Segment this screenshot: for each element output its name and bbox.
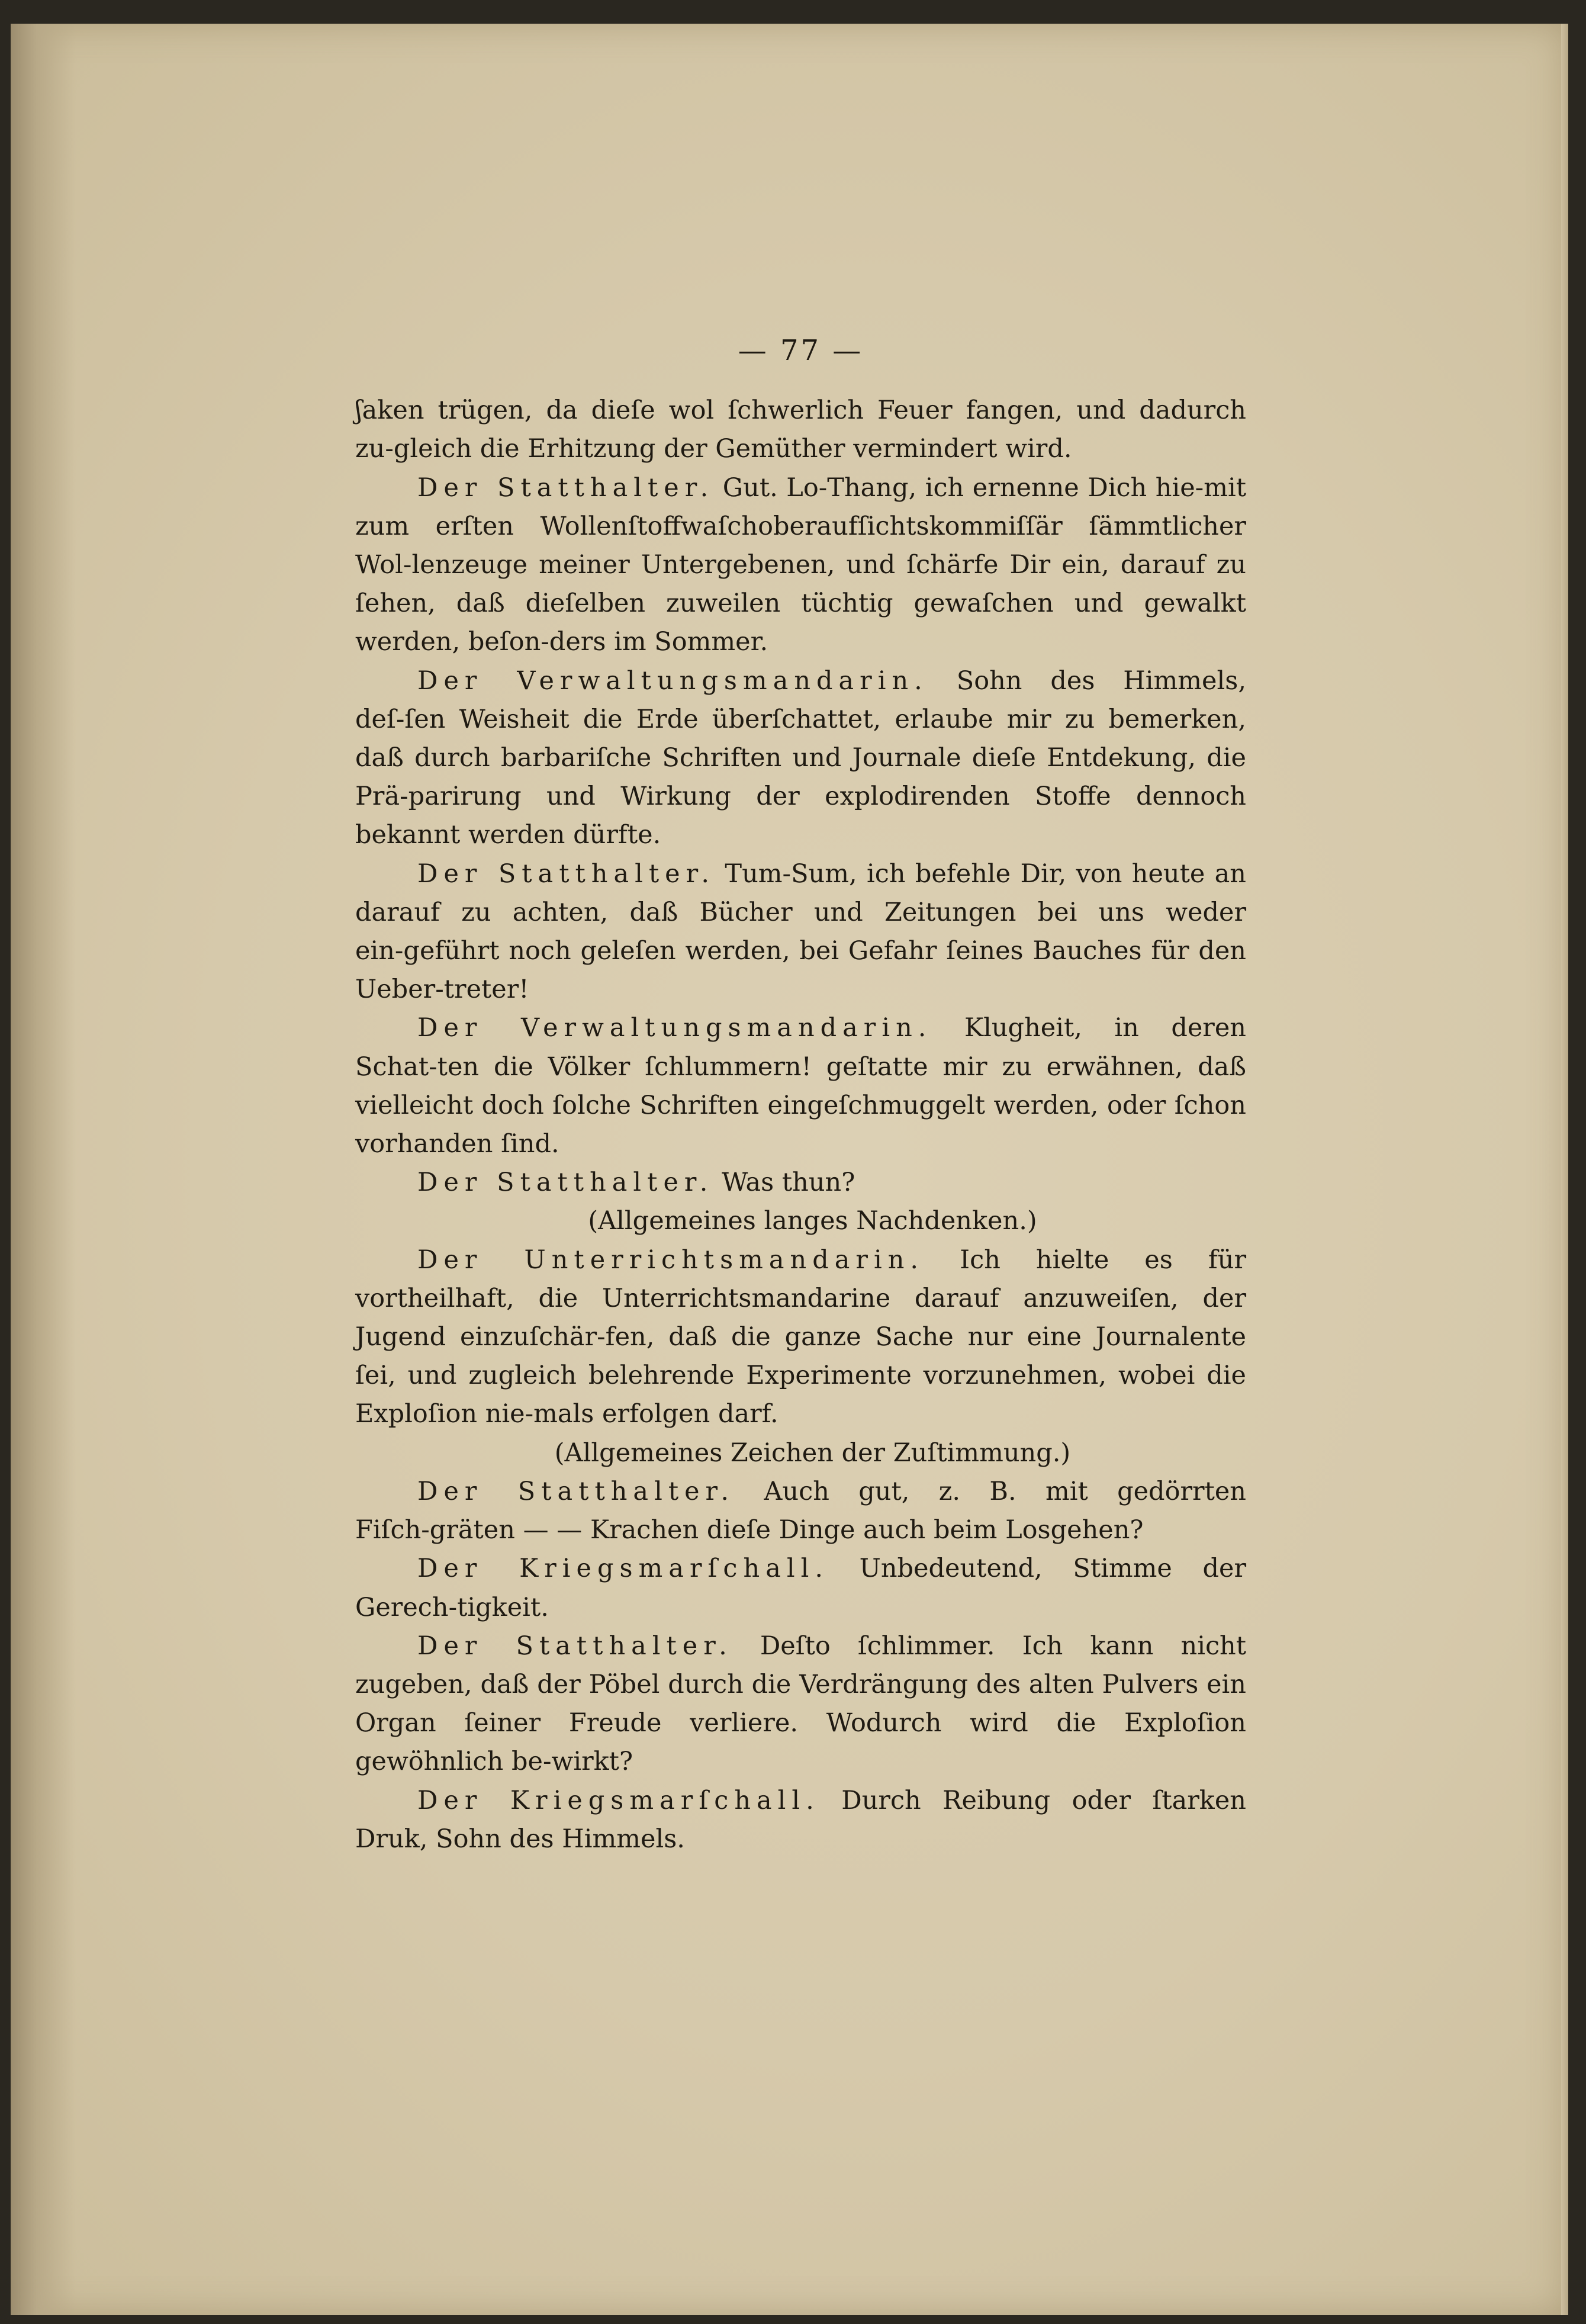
stage-direction: (Allgemeines Zeichen der Zuſtimmung.): [554, 1438, 1071, 1468]
speaker-name: Der Statthalter.: [417, 859, 716, 889]
paragraph: [355, 1163, 1246, 1202]
speaker-name: Der Verwaltungsmandarin.: [417, 1013, 932, 1043]
paragraph: [355, 1782, 1246, 1859]
paragraph-text: Ich hielte es für vortheilhaft, die Unterrichtsmandarine darauf anzuweiſen, der Jugend einzuſchär‑fen, daß die ganze Sache nur eine Journalente ſei, und zugleich belehrende Experimente vorzunehmen, wobei die Exploſion nie‑mals erfolgen darf.: [355, 1245, 1247, 1429]
page-number: — 77 —: [738, 334, 864, 367]
paragraph-text: Gut. Lo‑Thang, ich ernenne Dich hie‑mit zum erſten Wollenſtoffwaſchoberaufſichtskommiſſär ſämmtlicher Wol‑lenzeuge meiner Untergebenen, und ſchärfe Dir ein, darauf zu ſehen, daß dieſelben zuweilen tüchtig gewaſchen und gewalkt werden, beſon‑ders im Sommer.: [355, 472, 1247, 657]
text-block: [355, 332, 1246, 1859]
paragraph-text: Tum‑Sum, ich befehle Dir, von heute an darauf zu achten, daß Bücher und Zeitungen bei uns weder ein‑geführt noch geleſen werden, bei Gefahr ſeines Bauches für den Ueber‑treter!: [355, 859, 1246, 1005]
speaker-name: Der Statthalter.: [417, 1168, 714, 1198]
paragraph: [355, 1550, 1246, 1627]
paragraph: [355, 855, 1246, 1010]
speaker-name: Der Kriegsmarſchall.: [417, 1785, 820, 1815]
paragraph: [355, 1473, 1246, 1550]
paragraph: [355, 391, 1246, 468]
paragraph: [355, 1241, 1246, 1434]
paragraph-text: Auch gut, z. B. mit gedörrten Fiſch‑gräten — — Krachen dieſe Dinge auch beim Losgehen?: [355, 1476, 1246, 1545]
page-gutter: [11, 24, 76, 2315]
paragraph: [355, 662, 1246, 855]
page-edge: [1561, 24, 1568, 2315]
speaker-name: Der Unterrichtsmandarin.: [417, 1245, 925, 1275]
paragraph-text: Was thun?: [722, 1168, 855, 1198]
speaker-name: Der Statthalter.: [417, 1631, 733, 1661]
paragraph-text: Durch Reibung oder ſtarken Druk, Sohn des Himmels.: [355, 1785, 1246, 1854]
speaker-name: Der Verwaltungsmandarin.: [417, 666, 928, 696]
paragraph: [355, 1009, 1246, 1163]
paragraph-text: Deſto ſchlimmer. Ich kann nicht zugeben, daß der Pöbel durch die Verdrängung des alten Pulvers ein Organ ſeiner Freude verliere. Wodurch wird die Exploſion gewöhnlich be‑wirkt?: [355, 1631, 1247, 1777]
paragraph: [355, 1627, 1246, 1782]
paragraph: [355, 469, 1246, 662]
speaker-name: Der Statthalter.: [417, 472, 715, 503]
paragraph-text: Klugheit, in deren Schat‑ten die Völker ſchlummern! geſtatte mir zu erwähnen, daß vielleicht doch ſolche Schriften eingeſchmuggelt werden, oder ſchon vorhanden ſind.: [355, 1013, 1246, 1159]
speaker-name: Der Statthalter.: [417, 1476, 735, 1506]
paragraph-text: ʃaken trügen, da dieſe wol ſchwerlich Feuer fangen, und dadurch zu‑gleich die Erhitzung der Gemüther vermindert wird.: [355, 396, 1246, 464]
speaker-name: Der Kriegsmarſchall.: [417, 1554, 829, 1584]
paragraph-text: Unbedeutend, Stimme der Gerech‑tigkeit.: [355, 1554, 1246, 1622]
stage-direction: (Allgemeines langes Nachdenken.): [588, 1206, 1037, 1236]
paragraph-text: Sohn des Himmels, deſ‑ſen Weisheit die Erde überſchattet, erlaube mir zu bemerken, daß durch barbariſche Schriften und Journale dieſe Entdekung, die Prä‑parirung und Wirkung der explodirenden Stoffe dennoch bekannt werden dürfte.: [355, 666, 1246, 850]
